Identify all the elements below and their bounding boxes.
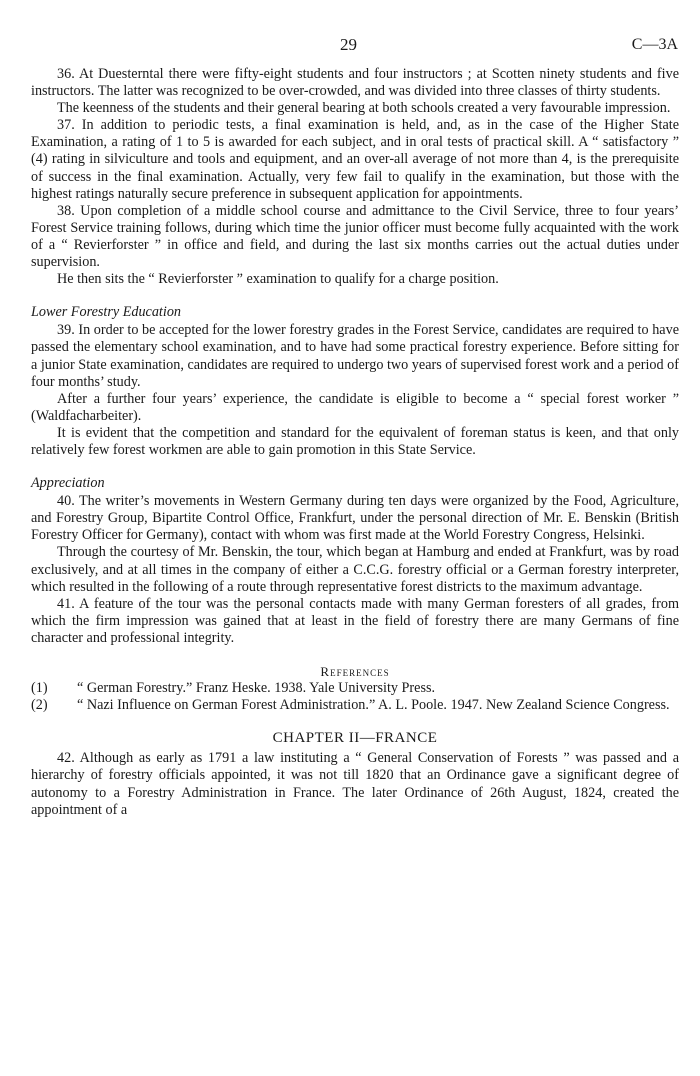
paragraph-41: 41. A feature of the tour was the personal contacts made with many German foresters of all grades, from which the firm impression was gained that at least in the field of forestry there are many Germans of fine character and professional integrity. xyxy=(31,595,679,646)
paragraph-37: 37. In addition to periodic tests, a final examination is held, and, as in the case of the Higher State Examination, a rating of 1 to 5 is awarded for each subject, and in oral tests of practical skill. A “ satisfactory ” (4) rating in silviculture and tools and equipment, and an over-all average of not more than 4, is the prerequisite of success in the final examination. Actually, very few fail to qualify in the examination, but those with the highest ratings naturally secure preference in subsequent application for appointments. xyxy=(31,117,679,202)
section-heading-appreciation: Appreciation xyxy=(31,475,105,492)
paragraph-tour: Through the courtesy of Mr. Benskin, the tour, which began at Hamburg and ended at Frankfurt, was by road exclusively, and at all times in the company of either a C.C.G. forestry official or a German forestry interpreter, which resulted in the following of a route through representative forest districts to the maximum advantage. xyxy=(31,544,679,595)
paragraph-42: 42. Although as early as 1791 a law instituting a “ General Conservation of Forests ” was passed and a hierarchy of forestry officials appointed, it was not till 1820 that an Ordinance gave a significant degree of autonomy to a Forestry Administration in France. The later Ordinance of 26th August, 1824, created the appointment of a xyxy=(31,750,679,818)
document-code: C—3A xyxy=(631,36,678,53)
reference-text: “ Nazi Influence on German Forest Administration.” A. L. Poole. 1947. New Zealand Science Congress. xyxy=(77,697,670,714)
paragraph-special-forest-worker: After a further four years’ experience, the candidate is eligible to become a “ special forest worker ” (Waldfacharbeiter). xyxy=(31,390,679,424)
paragraph-competition: It is evident that the competition and standard for the equivalent of foreman status is keen, and that only relatively few forest workmen are able to gain promotion in this State Service. xyxy=(31,424,679,458)
body-text xyxy=(31,66,679,819)
reference-text: “ German Forestry.” Franz Heske. 1938. Yale University Press. xyxy=(77,680,436,697)
paragraph-36: 36. At Duesterntal there were fifty-eight students and four instructors ; at Scotten ninety students and five instructors. The latter was recognized to be over-crowded, and was divided into three classes of thirty students. xyxy=(31,66,679,100)
reference-item xyxy=(31,680,679,697)
section-heading-lower-forestry-education: Lower Forestry Education xyxy=(31,304,182,321)
paragraph-38: 38. Upon completion of a middle school course and admittance to the Civil Service, three to four years’ Forest Service training follows, during which time the junior officer must become fully acquainted with the work of a “ Revierforster ” in office and field, and during the last six months carries out the actual duties under supervision. xyxy=(31,202,679,271)
page-header xyxy=(0,36,700,56)
paragraph-revierforster-exam: He then sits the “ Revierforster ” examination to qualify for a charge position. xyxy=(57,271,499,288)
reference-item xyxy=(31,697,679,714)
paragraph-40: 40. The writer’s movements in Western Germany during ten days were organized by the Food, Agriculture, and Forestry Group, Bipartite Control Office, Frankfurt, under the personal direction of Mr. E. Benskin (British Forestry Officer for Germany), contact with whom was first made at the World Forestry Congress, Helsinki. xyxy=(31,493,679,544)
paragraph-39: 39. In order to be accepted for the lower forestry grades in the Forest Service, candidates are required to have passed the elementary school examination, and to have had some practical forestry experience. Before sitting for a junior State examination, candidates are required to undergo two years of supervised forest work and a period of four months’ study. xyxy=(31,322,679,390)
page-number: 29 xyxy=(340,35,357,54)
reference-number: (1) xyxy=(31,680,48,697)
chapter-title: CHAPTER II—FRANCE xyxy=(272,730,438,747)
references-heading: References xyxy=(320,664,390,679)
reference-number: (2) xyxy=(31,697,48,714)
paragraph-keenness: The keenness of the students and their general bearing at both schools created a very favourable impression. xyxy=(57,100,671,117)
